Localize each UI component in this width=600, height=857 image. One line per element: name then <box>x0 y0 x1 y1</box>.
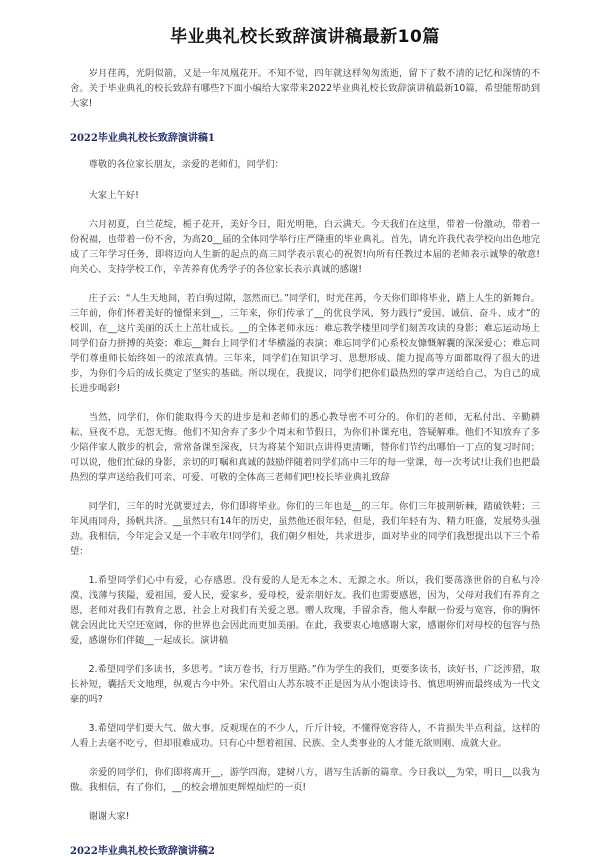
intro-paragraph: 岁月荏苒，光阴似箭，又是一年凤凰花开。不知不觉，四年就这样匆匆流逝，留下了数不清的记忆和深情的不舍。关于毕业典礼的校长致辞有哪些?下面小编给大家带来2022毕业典礼校长致辞演讲稿最新10篇，希望能帮助到大家! <box>70 68 540 109</box>
body-paragraph: 六月初夏，白兰花绽，栀子花开，美好今日，阳光明艳，白云满天。今天我们在这里，带着一份激动，带着一份祝福，也带着一份不舍，为高20__届的全体同学举行庄严隆重的毕业典礼。首先，请允许我代表学校向出色地完成了三年学习任务，即将迈向人生新的起点的高三同学表示衷心的祝贺!向所有任教过本届的老师表示诚挚的敬意!向关心、支持学校工作，辛苦养育优秀学子的各位家长表示真诚的感谢! <box>70 219 540 275</box>
body-paragraph: 当然，同学们，你们能取得今天的进步是和老师们的悉心教导密不可分的。你们的老师，无私付出、辛勤耕耘、昼夜不息，无怨无悔。他们不知舍弃了多少个周末和节假日，为你们补课充电，答疑解难。他们不知放弃了多少陪伴家人散步的机会，常常备课至深夜，只为将某个知识点讲得更清晰，替你们节约出哪怕一丁点的复习时间；可以说，他们忙碌的身影，亲切的叮嘱和真诚的鼓励伴随着同学们高中三年的每一堂课，每一次考试!让我们也把最热烈的掌声送给我们可亲、可爱、可敬的全体高三老师们吧!校长毕业典礼致辞 <box>70 412 540 483</box>
hope-item-2: 2.希望同学们多读书，多思考。“读万卷书，行万里路。”作为学生的我们，更要多读书，读好书，广泛涉猎，取长补短，囊括天文地理，纵观古今中外。宋代眉山人苏东坡不正是因为从小饱读诗书、慎思明辨而最终成为一代文豪的吗? <box>70 664 540 705</box>
greeting-line: 大家上午好! <box>88 190 139 201</box>
section-heading-2: 2022毕业典礼校长致辞演讲稿2 <box>70 846 215 857</box>
hope-item-1: 1.希望同学们心中有爱，心存感恩。没有爱的人是无本之木、无源之水。所以，我们要荡涤世俗的自私与冷漠、浅薄与狭隘，爱祖国，爱人民，爱家乡，爱母校，爱亲朋好友。我们也需要感恩，因为，父母对我们有养育之恩，老师对我们有教育之恩，社会上对我们有关爱之恩。赠人玫瑰，手留余香，他人奉献一份爱与宽容，你的胸怀就会因此比天空还宽阔，你的世界也会因此而更加美丽。在此，我要衷心地感谢大家，感谢你们对母校的包容与热爱，感谢你们伴随__一起成长。演讲稿 <box>70 575 540 646</box>
body-paragraph: 庄子云：“人生天地间，若白驹过隙，忽然而已。”同学们，时光荏苒，今天你们即将毕业，踏上人生的新舞台。三年前，你们怀着美好的憧憬来到__，三年来，你们传承了__的优良学风，努力践行“爱国、诚信、奋斗、成才”的校训，在__这片美丽的沃土上茁壮成长。__的全体老师永远：难忘教学楼里同学们刻苦攻读的身影；难忘运动场上同学们奋力拼搏的英姿；难忘__舞台上同学们才华横溢的表演；难忘同学们心系校友慷慨解囊的深深爱心；难忘同学们尊重师长始终如一的浓浓真情。三年来，同学们在知识学习、思想形成、能力提高等方面都取得了很大的进步，为你们今后的成长奠定了坚实的基础。所以现在，我提议，同学们把你们最热烈的掌声送给自己，为自己的成长进步喝彩! <box>70 293 540 394</box>
section-heading-1: 2022毕业典礼校长致辞演讲稿1 <box>70 133 215 144</box>
salutation: 尊敬的各位家长朋友，亲爱的老师们，同学们： <box>88 159 284 170</box>
body-paragraph: 同学们，三年的时光就要过去，你们即将毕业。你们的三年也是__的三年。你们三年披荆斩棘，踏破铁鞋；三年风雨同舟，扬帆共济。__虽然只有14年的历史，虽然他还很年轻，但是，我们年轻有为、精力旺盛，发展势头强劲。我相信，今年定会又是一个丰收年!同学们，我们朝夕相处，共求进步，面对毕业的同学们我想提出以下三个希望： <box>70 501 540 557</box>
page-title: 毕业典礼校长致辞演讲稿最新10篇 <box>170 27 440 47</box>
body-paragraph: 亲爱的同学们，你们即将离开__，游学四海，建树八方，谱写生活新的篇章。今日我以__为荣，明日__以我为傲。我相信，有了你们，__的校会增加更辉煌灿烂的一页! <box>70 767 540 793</box>
hope-item-3: 3.希望同学们要大气、做大事。反观现在的不少人，斤斤计较，不懂得宽容待人，不肯损失半点利益，这样的人看上去毫不吃亏，但却很难成功。只有心中想着祖国、民族、全人类事业的人才能无欲则刚、成就大业。 <box>70 723 540 749</box>
closing-line: 谢谢大家! <box>88 811 130 822</box>
